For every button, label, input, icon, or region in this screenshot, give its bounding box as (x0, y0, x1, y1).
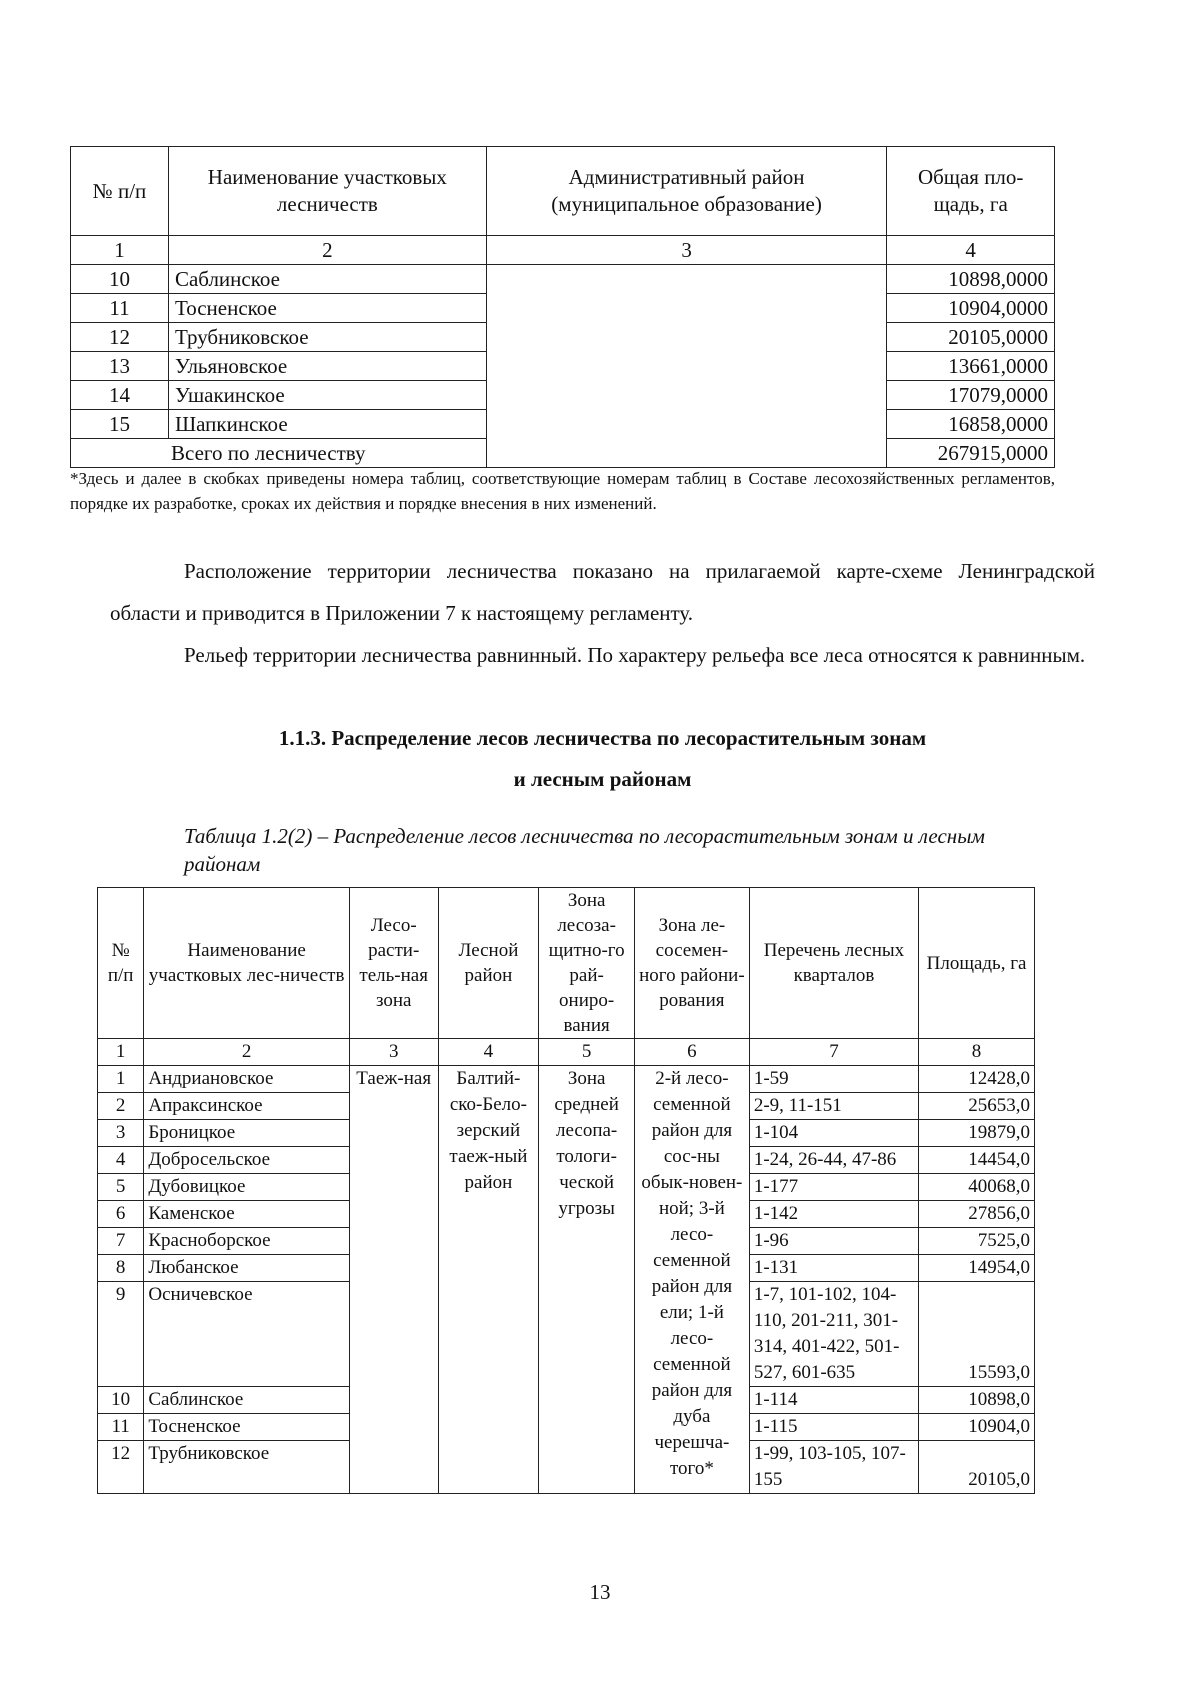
row-number: 8 (98, 1255, 144, 1282)
area-value: 14454,0 (919, 1147, 1035, 1174)
forestry-name: Любанское (144, 1255, 350, 1282)
column-number: 6 (634, 1039, 749, 1066)
total-label: Всего по лесничеству (71, 439, 487, 468)
header-cell: Зона лесоза-щитно-го рай-ониро-вания (539, 888, 635, 1039)
column-number: 1 (71, 236, 169, 265)
table-caption: Таблица 1.2(2) – Распределение лесов лесничества по лесорастительным зонам и лесным районам (184, 824, 985, 876)
row-number: 3 (98, 1120, 144, 1147)
quarters-list: 1-177 (749, 1174, 918, 1201)
forestry-name: Тосненское (144, 1414, 350, 1441)
forestry-name: Добросельское (144, 1147, 350, 1174)
page-number: 13 (589, 1580, 611, 1604)
area-value: 10898,0000 (887, 265, 1055, 294)
area-value: 19879,0 (919, 1120, 1035, 1147)
column-number: 4 (887, 236, 1055, 265)
forestry-name: Трубниковское (144, 1441, 350, 1494)
header-cell: Общая пло-щадь, га (887, 147, 1055, 236)
column-number: 2 (144, 1039, 350, 1066)
row-number: 10 (98, 1387, 144, 1414)
header-cell: Лесной район (438, 888, 539, 1039)
seed-zone: 2-й лесо-семенной район для сос-ны обык-новен-ной; 3-й лесо-семенной район для ели; 1-й лесо-семенной район для дуба черешча-того* (634, 1066, 749, 1494)
area-value: 40068,0 (919, 1174, 1035, 1201)
quarters-list: 1-7, 101-102, 104-110, 201-211, 301-314, 401-422, 501-527, 601-635 (749, 1282, 918, 1387)
row-number: 6 (98, 1201, 144, 1228)
row-number: 11 (98, 1414, 144, 1441)
area-value: 14954,0 (919, 1255, 1035, 1282)
column-number-row (98, 1039, 1035, 1066)
header-cell: Лесо-расти-тель-ная зона (349, 888, 438, 1039)
area-value: 10898,0 (919, 1387, 1035, 1414)
area-value: 10904,0000 (887, 294, 1055, 323)
quarters-list: 1-59 (749, 1066, 918, 1093)
area-value: 16858,0000 (887, 410, 1055, 439)
area-value: 13661,0000 (887, 352, 1055, 381)
column-number: 7 (749, 1039, 918, 1066)
table-row (98, 1066, 1035, 1093)
forestry-name: Дубовицкое (144, 1174, 350, 1201)
quarters-list: 1-24, 26-44, 47-86 (749, 1147, 918, 1174)
forest-protection-zone: Зона средней лесопа-тологи-ческой угрозы (539, 1066, 635, 1494)
row-number: 5 (98, 1174, 144, 1201)
area-value: 7525,0 (919, 1228, 1035, 1255)
row-number: 11 (71, 294, 169, 323)
row-number: 2 (98, 1093, 144, 1120)
row-number: 7 (98, 1228, 144, 1255)
area-value: 12428,0 (919, 1066, 1035, 1093)
header-cell: Перечень лесных кварталов (749, 888, 918, 1039)
header-cell: Наименование участковых лес-ничеств (144, 888, 350, 1039)
quarters-list: 1-104 (749, 1120, 918, 1147)
column-number: 3 (349, 1039, 438, 1066)
area-value: 17079,0000 (887, 381, 1055, 410)
quarters-list: 1-131 (749, 1255, 918, 1282)
header-cell: № п/п (98, 888, 144, 1039)
area-value: 20105,0000 (887, 323, 1055, 352)
column-number: 1 (98, 1039, 144, 1066)
header-cell: Наименование участковых лесничеств (168, 147, 486, 236)
row-number: 12 (98, 1441, 144, 1494)
forestry-name: Тосненское (168, 294, 486, 323)
row-number: 12 (71, 323, 169, 352)
forestry-name: Андриановское (144, 1066, 350, 1093)
header-cell: Административный район (муниципальное образование) (486, 147, 887, 236)
column-number: 3 (486, 236, 887, 265)
area-value: 15593,0 (919, 1282, 1035, 1387)
row-number: 9 (98, 1282, 144, 1387)
header-cell: Площадь, га (919, 888, 1035, 1039)
row-number: 10 (71, 265, 169, 294)
column-number: 4 (438, 1039, 539, 1066)
quarters-list: 1-99, 103-105, 107-155 (749, 1441, 918, 1494)
row-number: 4 (98, 1147, 144, 1174)
total-area: 267915,0000 (887, 439, 1055, 468)
forestry-name: Трубниковское (168, 323, 486, 352)
quarters-list: 1-142 (749, 1201, 918, 1228)
forestry-name: Красноборское (144, 1228, 350, 1255)
section-heading-cont: и лесным районам (513, 767, 692, 791)
forestry-name: Саблинское (144, 1387, 350, 1414)
quarters-list: 1-114 (749, 1387, 918, 1414)
footnote: *Здесь и далее в скобках приведены номера таблиц, соответствующие номерам таблиц в Составе лесохозяйственных регламентов, порядке их разработке, сроках их действия и порядке внесения в них изменений. (70, 469, 1055, 513)
table-header-row (98, 888, 1035, 1039)
forestry-name: Ушакинское (168, 381, 486, 410)
column-number: 5 (539, 1039, 635, 1066)
paragraph-relief: Рельеф территории лесничества равнинный. По характеру рельефа все леса относятся к равнинным. (184, 643, 1086, 667)
area-value: 25653,0 (919, 1093, 1035, 1120)
forest-zones-table (97, 887, 1035, 1494)
quarters-list: 1-115 (749, 1414, 918, 1441)
forestry-name: Саблинское (168, 265, 486, 294)
area-value: 10904,0 (919, 1414, 1035, 1441)
header-cell: Зона ле-сосемен-ного райони-рования (634, 888, 749, 1039)
forestry-name: Броницкое (144, 1120, 350, 1147)
forestry-name: Каменское (144, 1201, 350, 1228)
row-number: 15 (71, 410, 169, 439)
section-heading: 1.1.3. Распределение лесов лесничества по лесорастительным зонам (278, 726, 927, 750)
forest-region: Балтий-ско-Бело-зерский таеж-ный район (438, 1066, 539, 1494)
area-value: 27856,0 (919, 1201, 1035, 1228)
quarters-list: 2-9, 11-151 (749, 1093, 918, 1120)
table-header-row (71, 147, 1055, 236)
row-number: 14 (71, 381, 169, 410)
area-value: 20105,0 (919, 1441, 1035, 1494)
admin-district-cell (486, 265, 887, 468)
paragraph-location: Расположение территории лесничества показано на прилагаемой карте-схеме Ленинградской области и приводится в Приложении 7 к настоящему регламенту. (110, 559, 1095, 625)
column-number: 2 (168, 236, 486, 265)
row-number: 1 (98, 1066, 144, 1093)
forestry-name: Ульяновское (168, 352, 486, 381)
forestry-area-table (70, 146, 1055, 468)
forestry-name: Шапкинское (168, 410, 486, 439)
forestry-name: Апраксинское (144, 1093, 350, 1120)
forestry-name: Осничевское (144, 1282, 350, 1387)
forest-growth-zone: Таеж-ная (349, 1066, 438, 1494)
row-number: 13 (71, 352, 169, 381)
header-cell: № п/п (71, 147, 169, 236)
column-number-row (71, 236, 1055, 265)
quarters-list: 1-96 (749, 1228, 918, 1255)
column-number: 8 (919, 1039, 1035, 1066)
table-row (71, 265, 1055, 294)
